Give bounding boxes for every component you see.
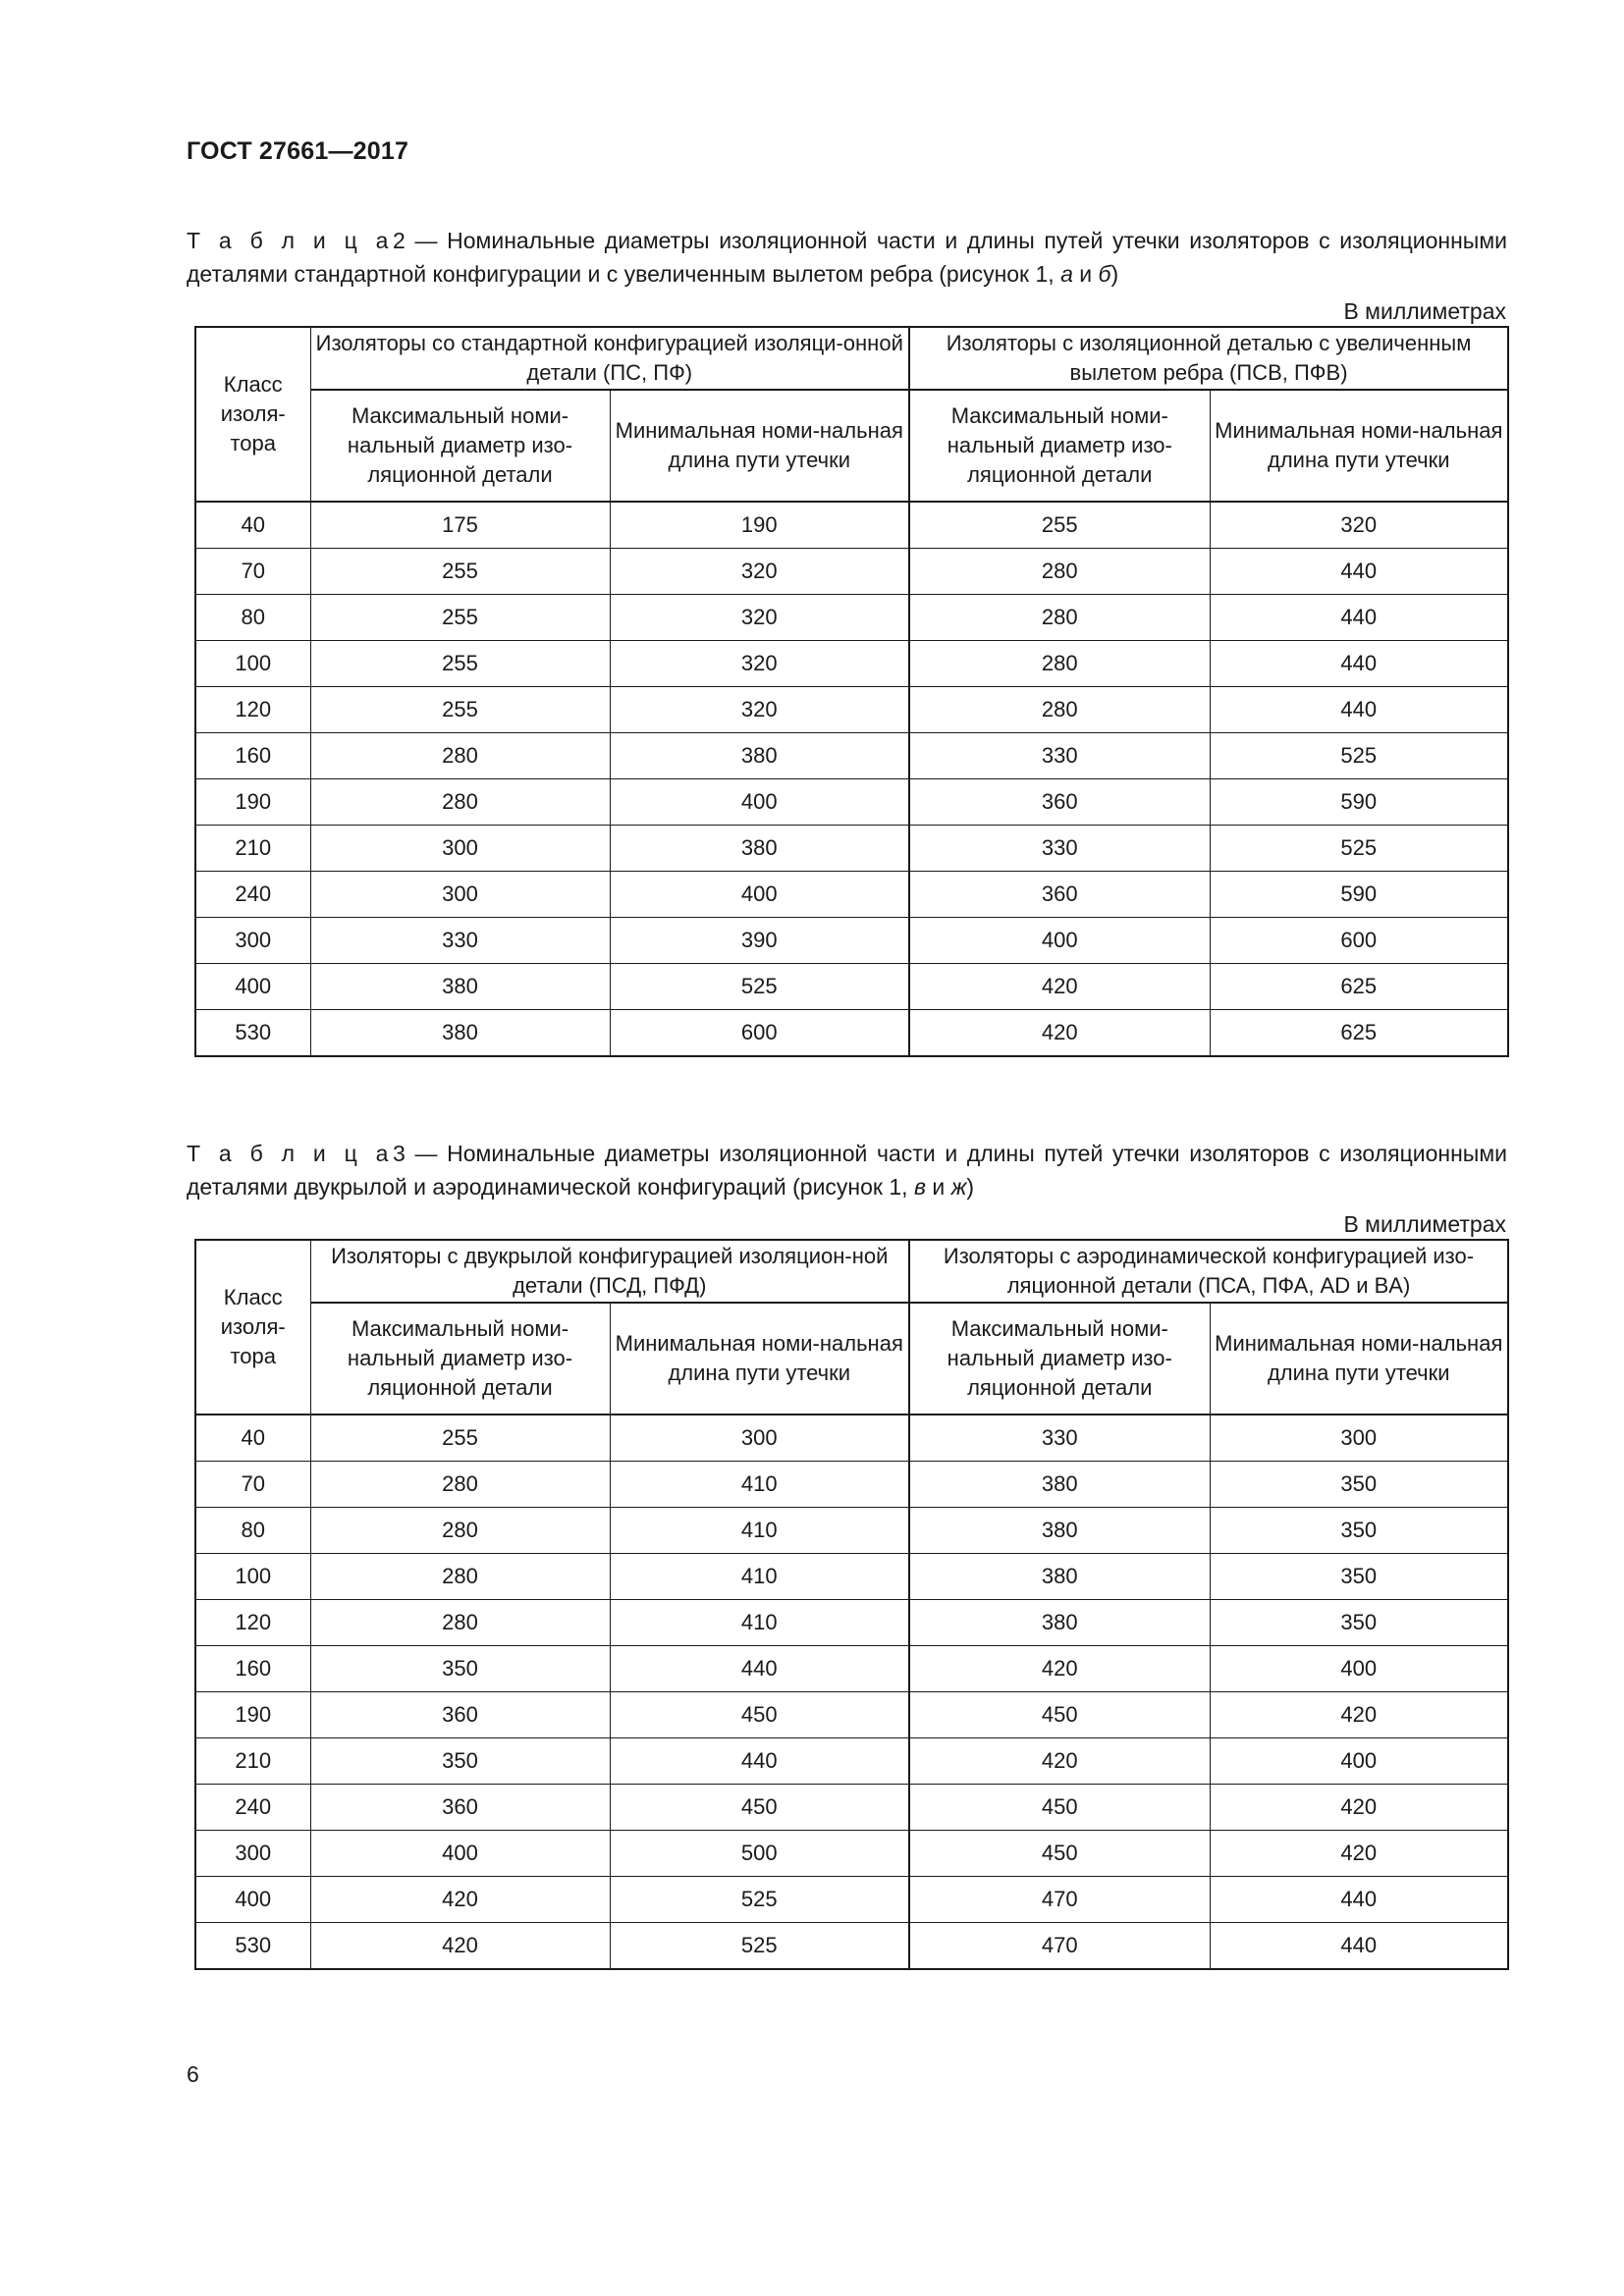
cell-std_creepage: 320	[610, 641, 909, 687]
cell-dw_diameter: 280	[310, 1508, 610, 1554]
cell-ext_creepage: 320	[1210, 502, 1508, 549]
cell-ext_diameter: 400	[909, 918, 1210, 964]
cell-ext_diameter: 360	[909, 872, 1210, 918]
cell-std_creepage: 380	[610, 733, 909, 779]
cell-aero_creepage: 440	[1210, 1923, 1508, 1970]
cell-class: 300	[195, 918, 310, 964]
table-2-caption-block	[187, 224, 1507, 325]
cell-std_diameter: 175	[310, 502, 610, 549]
table-row	[195, 1600, 1508, 1646]
table-3-subheader-aero-creepage: Минимальная номи-нальная длина пути утечки	[1210, 1303, 1508, 1415]
cell-std_diameter: 255	[310, 595, 610, 641]
cell-ext_diameter: 255	[909, 502, 1210, 549]
table-2-head	[195, 327, 1508, 502]
cell-aero_diameter: 420	[909, 1738, 1210, 1785]
cell-aero_creepage: 440	[1210, 1877, 1508, 1923]
cell-ext_creepage: 525	[1210, 826, 1508, 872]
class-header-line-3: тора	[230, 1344, 277, 1368]
table-row	[195, 964, 1508, 1010]
table-2-subheader-std-diameter: Максимальный номи-нальный диаметр изо-ляционной детали	[310, 390, 610, 502]
table-3-caption-dash: —	[405, 1141, 448, 1166]
cell-std_creepage: 600	[610, 1010, 909, 1057]
cell-aero_diameter: 380	[909, 1600, 1210, 1646]
table-2-caption-dash: —	[405, 228, 448, 253]
cell-ext_diameter: 280	[909, 687, 1210, 733]
cell-aero_creepage: 420	[1210, 1785, 1508, 1831]
cell-aero_diameter: 470	[909, 1923, 1210, 1970]
cell-class: 70	[195, 1462, 310, 1508]
table-3-group-aerodynamic: Изоляторы с аэродинамической конфигурацией изо-ляционной детали (ПСА, ПФА, AD и BA)	[909, 1240, 1508, 1303]
cell-aero_creepage: 420	[1210, 1831, 1508, 1877]
cell-class: 120	[195, 1600, 310, 1646]
cell-ext_creepage: 590	[1210, 779, 1508, 826]
class-header-line-2: изоля-	[220, 401, 286, 426]
table-row	[195, 1508, 1508, 1554]
table-3-subheader-dw-creepage: Минимальная номи-нальная длина пути утечки	[610, 1303, 909, 1415]
cell-dw_creepage: 410	[610, 1600, 909, 1646]
cell-class: 80	[195, 595, 310, 641]
table-2-caption-text-1: Номинальные диаметры изоляционной части и длины путей утечки изоляторов с изоляционными деталями стандартной конфигурации и с увеличенным вылетом ребра (рисунок 1,	[187, 228, 1508, 287]
cell-aero_diameter: 470	[909, 1877, 1210, 1923]
cell-ext_creepage: 440	[1210, 641, 1508, 687]
cell-aero_diameter: 450	[909, 1785, 1210, 1831]
cell-ext_diameter: 360	[909, 779, 1210, 826]
cell-ext_diameter: 280	[909, 549, 1210, 595]
cell-dw_creepage: 450	[610, 1692, 909, 1738]
table-row	[195, 1554, 1508, 1600]
cell-class: 100	[195, 641, 310, 687]
cell-dw_creepage: 300	[610, 1415, 909, 1462]
cell-aero_creepage: 400	[1210, 1738, 1508, 1785]
cell-class: 400	[195, 1877, 310, 1923]
cell-class: 210	[195, 1738, 310, 1785]
table-row	[195, 826, 1508, 872]
table-2-body	[195, 502, 1508, 1056]
cell-dw_diameter: 400	[310, 1831, 610, 1877]
cell-aero_creepage: 300	[1210, 1415, 1508, 1462]
table-row	[195, 1831, 1508, 1877]
cell-dw_creepage: 410	[610, 1508, 909, 1554]
cell-std_creepage: 390	[610, 918, 909, 964]
cell-dw_diameter: 280	[310, 1600, 610, 1646]
cell-ext_creepage: 525	[1210, 733, 1508, 779]
table-3-class-header	[195, 1240, 310, 1415]
cell-aero_diameter: 450	[909, 1692, 1210, 1738]
cell-std_diameter: 255	[310, 641, 610, 687]
table-2-group-extended: Изоляторы с изоляционной деталью с увеличенным вылетом ребра (ПСВ, ПФВ)	[909, 327, 1508, 390]
cell-std_creepage: 320	[610, 687, 909, 733]
cell-ext_diameter: 280	[909, 641, 1210, 687]
cell-class: 70	[195, 549, 310, 595]
cell-class: 190	[195, 1692, 310, 1738]
cell-std_diameter: 300	[310, 826, 610, 872]
cell-class: 40	[195, 1415, 310, 1462]
cell-aero_creepage: 350	[1210, 1508, 1508, 1554]
table-3-caption	[187, 1137, 1507, 1203]
table-row	[195, 1877, 1508, 1923]
table-row	[195, 918, 1508, 964]
cell-class: 400	[195, 964, 310, 1010]
table-3-group-doublewing: Изоляторы с двукрылой конфигурацией изоляцион-ной детали (ПСД, ПФД)	[310, 1240, 909, 1303]
table-3-caption-text-2: и	[925, 1174, 951, 1200]
cell-dw_diameter: 350	[310, 1646, 610, 1692]
cell-class: 160	[195, 1646, 310, 1692]
table-row	[195, 1923, 1508, 1970]
cell-ext_diameter: 420	[909, 1010, 1210, 1057]
table-2-sub-header-row	[195, 390, 1508, 502]
table-row	[195, 733, 1508, 779]
table-row	[195, 687, 1508, 733]
cell-aero_creepage: 420	[1210, 1692, 1508, 1738]
table-3-subheader-aero-diameter: Максимальный номи-нальный диаметр изо-ляционной детали	[909, 1303, 1210, 1415]
cell-aero_diameter: 380	[909, 1554, 1210, 1600]
table-2-subheader-ext-diameter: Максимальный номи-нальный диаметр изо-ляционной детали	[909, 390, 1210, 502]
table-row	[195, 1415, 1508, 1462]
cell-std_diameter: 300	[310, 872, 610, 918]
table-3-units: В миллиметрах	[1343, 1211, 1506, 1237]
class-header-line-1: Класс	[223, 372, 283, 397]
table-2-caption-fig-a: а	[1060, 261, 1073, 287]
cell-class: 210	[195, 826, 310, 872]
cell-aero_creepage: 350	[1210, 1554, 1508, 1600]
table-row	[195, 502, 1508, 549]
cell-class: 240	[195, 1785, 310, 1831]
cell-ext_diameter: 420	[909, 964, 1210, 1010]
cell-ext_creepage: 600	[1210, 918, 1508, 964]
table-2-class-header	[195, 327, 310, 502]
cell-std_creepage: 320	[610, 595, 909, 641]
cell-ext_creepage: 625	[1210, 1010, 1508, 1057]
cell-ext_creepage: 590	[1210, 872, 1508, 918]
cell-dw_creepage: 440	[610, 1646, 909, 1692]
cell-std_creepage: 525	[610, 964, 909, 1010]
table-3-caption-block	[187, 1137, 1507, 1238]
cell-std_diameter: 255	[310, 549, 610, 595]
cell-class: 240	[195, 872, 310, 918]
cell-class: 40	[195, 502, 310, 549]
cell-ext_diameter: 330	[909, 733, 1210, 779]
cell-aero_creepage: 350	[1210, 1600, 1508, 1646]
cell-aero_creepage: 350	[1210, 1462, 1508, 1508]
table-3-sub-header-row	[195, 1303, 1508, 1415]
cell-dw_creepage: 440	[610, 1738, 909, 1785]
cell-class: 100	[195, 1554, 310, 1600]
cell-std_creepage: 400	[610, 872, 909, 918]
table-row	[195, 1462, 1508, 1508]
table-row	[195, 1738, 1508, 1785]
table-3-group-header-row	[195, 1240, 1508, 1303]
cell-aero_diameter: 420	[909, 1646, 1210, 1692]
cell-class: 160	[195, 733, 310, 779]
table-2-subheader-ext-creepage: Минимальная номи-нальная длина пути утечки	[1210, 390, 1508, 502]
cell-std_diameter: 280	[310, 733, 610, 779]
table-row	[195, 549, 1508, 595]
cell-dw_diameter: 255	[310, 1415, 610, 1462]
cell-ext_diameter: 330	[909, 826, 1210, 872]
table-3-caption-text-1: Номинальные диаметры изоляционной части и длины путей утечки изоляторов с изоляционными деталями двукрылой и аэродинамической конфигураций (рисунок 1,	[187, 1141, 1508, 1200]
table-3-subheader-dw-diameter: Максимальный номи-нальный диаметр изо-ляционной детали	[310, 1303, 610, 1415]
table-row	[195, 1646, 1508, 1692]
cell-std_creepage: 400	[610, 779, 909, 826]
table-2-caption-text-3: )	[1110, 261, 1119, 287]
table-3-caption-text-3: )	[966, 1174, 975, 1200]
table-3	[194, 1239, 1509, 1970]
table-3-caption-number: 3	[393, 1141, 406, 1166]
cell-std_diameter: 255	[310, 687, 610, 733]
cell-ext_diameter: 280	[909, 595, 1210, 641]
table-row	[195, 1785, 1508, 1831]
cell-aero_diameter: 450	[909, 1831, 1210, 1877]
table-row	[195, 1692, 1508, 1738]
cell-std_diameter: 330	[310, 918, 610, 964]
cell-dw_creepage: 410	[610, 1462, 909, 1508]
cell-std_diameter: 380	[310, 964, 610, 1010]
table-2-subheader-std-creepage: Минимальная номи-нальная длина пути утечки	[610, 390, 909, 502]
cell-std_creepage: 190	[610, 502, 909, 549]
class-header-line-3: тора	[230, 431, 277, 455]
table-row	[195, 641, 1508, 687]
table-3-caption-fig-v: в	[913, 1174, 926, 1200]
cell-aero_diameter: 380	[909, 1462, 1210, 1508]
cell-class: 300	[195, 1831, 310, 1877]
table-row	[195, 595, 1508, 641]
class-header-line-1: Класс	[223, 1285, 283, 1309]
table-3-caption-fig-zh: ж	[950, 1174, 967, 1200]
cell-std_diameter: 380	[310, 1010, 610, 1057]
cell-class: 190	[195, 779, 310, 826]
cell-ext_creepage: 440	[1210, 549, 1508, 595]
cell-dw_diameter: 280	[310, 1554, 610, 1600]
cell-ext_creepage: 440	[1210, 687, 1508, 733]
cell-dw_diameter: 350	[310, 1738, 610, 1785]
cell-aero_creepage: 400	[1210, 1646, 1508, 1692]
cell-dw_creepage: 450	[610, 1785, 909, 1831]
table-2-group-header-row	[195, 327, 1508, 390]
cell-dw_diameter: 420	[310, 1923, 610, 1970]
cell-dw_diameter: 280	[310, 1462, 610, 1508]
cell-std_creepage: 320	[610, 549, 909, 595]
table-2-group-standard: Изоляторы со стандартной конфигурацией изоляци-онной детали (ПС, ПФ)	[310, 327, 909, 390]
table-3-body	[195, 1415, 1508, 1969]
table-2-caption-number: 2	[393, 228, 406, 253]
table-2-caption-fig-b: б	[1098, 261, 1111, 287]
cell-dw_creepage: 500	[610, 1831, 909, 1877]
table-2	[194, 326, 1509, 1057]
cell-class: 120	[195, 687, 310, 733]
cell-dw_creepage: 525	[610, 1923, 909, 1970]
cell-dw_creepage: 525	[610, 1877, 909, 1923]
table-2-caption-label: Т а б л и ц а	[187, 228, 394, 253]
cell-aero_diameter: 380	[909, 1508, 1210, 1554]
table-3-head	[195, 1240, 1508, 1415]
cell-class: 530	[195, 1923, 310, 1970]
cell-aero_diameter: 330	[909, 1415, 1210, 1462]
cell-dw_diameter: 420	[310, 1877, 610, 1923]
table-row	[195, 779, 1508, 826]
cell-dw_diameter: 360	[310, 1692, 610, 1738]
cell-class: 530	[195, 1010, 310, 1057]
cell-std_diameter: 280	[310, 779, 610, 826]
running-header: ГОСТ 27661—2017	[187, 137, 409, 165]
table-2-units: В миллиметрах	[1343, 298, 1506, 324]
cell-ext_creepage: 440	[1210, 595, 1508, 641]
cell-dw_creepage: 410	[610, 1554, 909, 1600]
table-2-caption	[187, 224, 1507, 291]
page-number: 6	[187, 2061, 199, 2087]
table-row	[195, 1010, 1508, 1057]
cell-std_creepage: 380	[610, 826, 909, 872]
cell-class: 80	[195, 1508, 310, 1554]
cell-ext_creepage: 625	[1210, 964, 1508, 1010]
class-header-line-2: изоля-	[220, 1314, 286, 1339]
table-row	[195, 872, 1508, 918]
table-2-caption-text-2: и	[1072, 261, 1099, 287]
table-3-caption-label: Т а б л и ц а	[187, 1141, 394, 1166]
cell-dw_diameter: 360	[310, 1785, 610, 1831]
